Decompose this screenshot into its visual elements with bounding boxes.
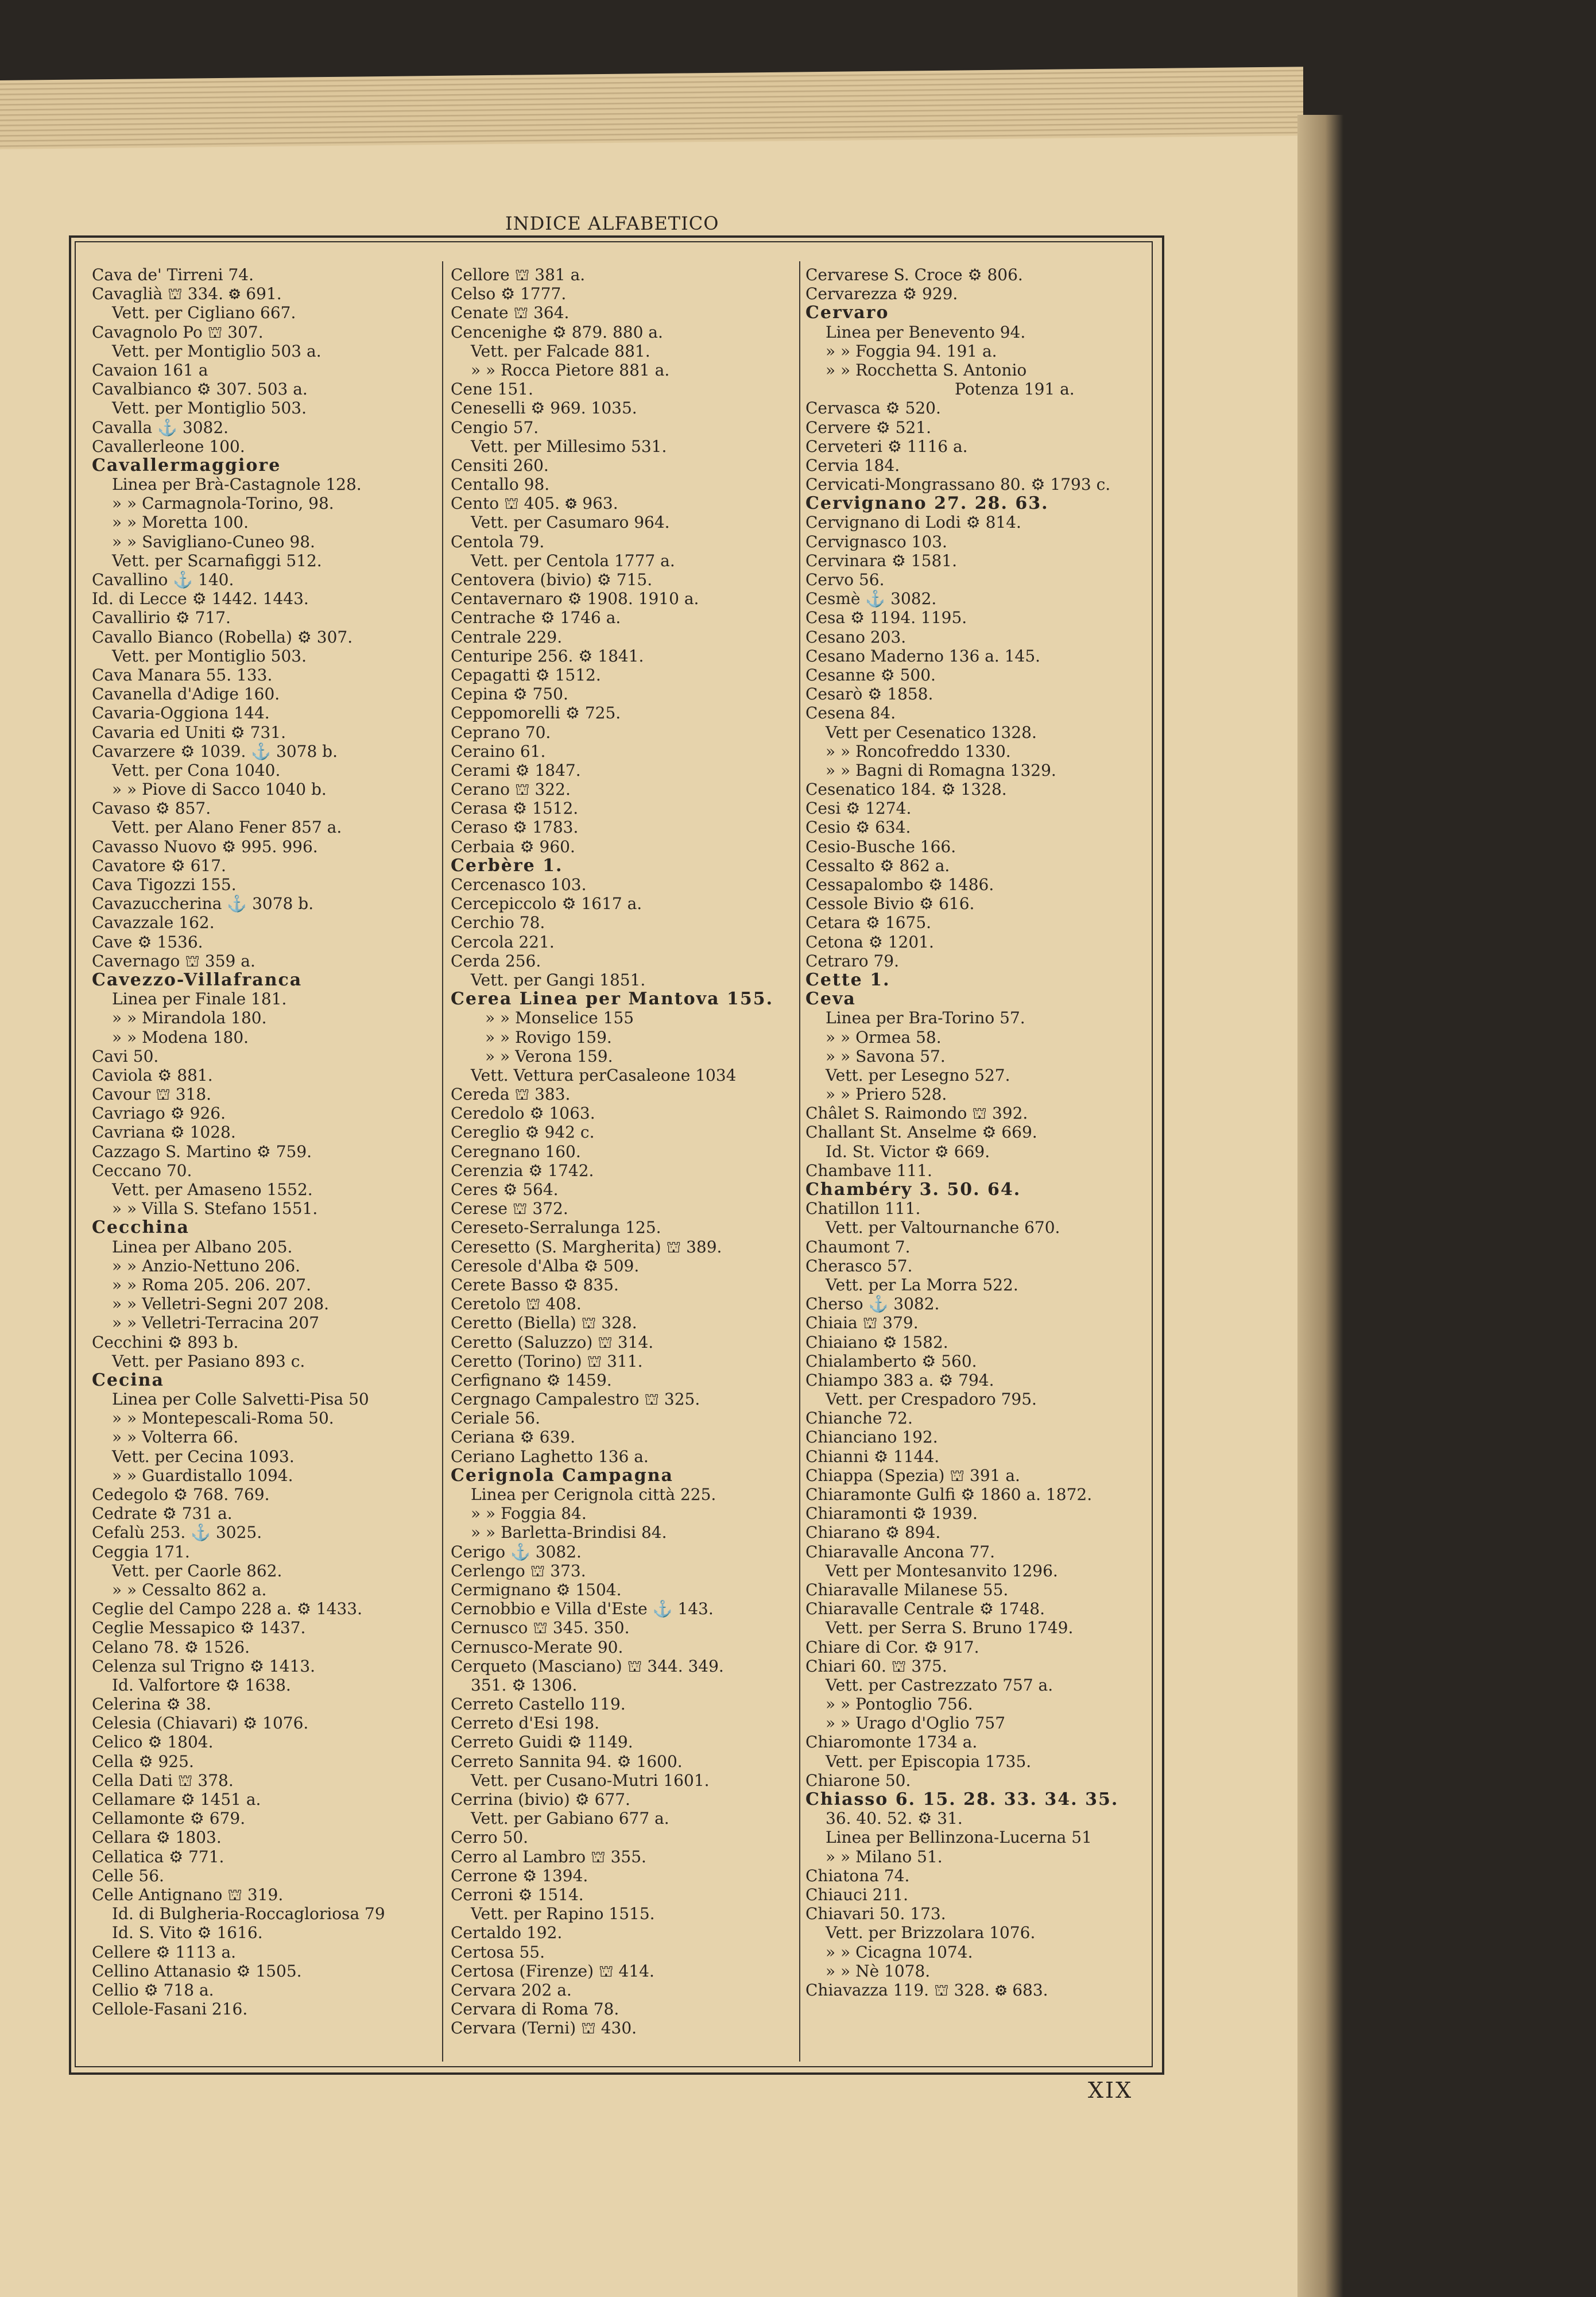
index-entry: Cencenighe ⚙ 879. 880 a. (451, 322, 663, 342)
index-entry: Cavaso ⚙ 857. (92, 799, 211, 818)
index-entry: Vett. per Brizzolara 1076. (826, 1923, 1036, 1943)
index-entry: » » Velletri-Segni 207 208. (112, 1294, 330, 1314)
index-entry: Cellino Attanasio ⚙ 1505. (92, 1961, 302, 1981)
index-entry: Centuripe 256. ⚙ 1841. (451, 646, 644, 666)
index-entry: Cereglio ⚙ 942 c. (451, 1123, 595, 1142)
index-entry: Linea per Bra-Torino 57. (826, 1008, 1025, 1028)
index-entry: Chiaravalle Ancona 77. (805, 1542, 995, 1561)
index-entry: » » Savigliano-Cuneo 98. (112, 532, 315, 551)
index-entry: Cavarzere ⚙ 1039. ⚓ 3078 b. (92, 741, 338, 761)
index-entry: Chiaravalle Centrale ⚙ 1748. (805, 1599, 1045, 1619)
index-entry: » » Priero 528. (826, 1085, 947, 1104)
index-heading: Cerea Linea per Mantova 155. (451, 989, 774, 1010)
index-entry: Ceretto (Biella) ⛫ 328. (451, 1313, 637, 1333)
index-entry: Cercepiccolo ⚙ 1617 a. (451, 894, 642, 914)
index-entry: Cetara ⚙ 1675. (805, 913, 932, 933)
index-entry: Cervicati-Mongrassano 80. ⚙ 1793 c. (805, 475, 1111, 494)
index-entry: Vett. per Caorle 862. (112, 1561, 282, 1580)
index-entry: Cepina ⚙ 750. (451, 685, 568, 704)
index-entry: Cedegolo ⚙ 768. 769. (92, 1485, 270, 1504)
index-entry: Linea per Bellinzona-Lucerna 51 (826, 1828, 1092, 1847)
index-entry: Cavi 50. (92, 1046, 159, 1066)
index-heading: Cecina (92, 1370, 164, 1390)
index-entry: Cavernago ⛫ 359 a. (92, 951, 255, 970)
index-entry: Cernobbio e Villa d'Este ⚓ 143. (451, 1599, 714, 1619)
index-entry: Châlet S. Raimondo ⛫ 392. (805, 1104, 1028, 1123)
index-entry: Cerroni ⚙ 1514. (451, 1885, 584, 1904)
index-entry: Vett. per Millesimo 531. (471, 436, 667, 456)
index-entry: Ceneselli ⚙ 969. 1035. (451, 399, 637, 418)
index-entry: Centola 79. (451, 532, 545, 551)
index-entry: » » Roncofreddo 1330. (826, 741, 1011, 761)
index-entry: » » Monselice 155 (485, 1008, 634, 1028)
index-entry: Vett. per Gangi 1851. (471, 970, 646, 989)
index-entry: Cervara di Roma 78. (451, 2000, 619, 2019)
index-entry: Linea per Benevento 94. (826, 322, 1026, 342)
index-entry: Ceriale 56. (451, 1409, 540, 1428)
index-heading: Cerbère 1. (451, 855, 563, 876)
index-heading: Cecchina (92, 1217, 189, 1238)
index-entry: Cerami ⚙ 1847. (451, 760, 581, 780)
page-fore-edge (1297, 115, 1343, 2297)
index-entry: Cavallo Bianco (Robella) ⚙ 307. (92, 627, 353, 647)
index-entry: Vett. per Montiglio 503. (112, 646, 307, 666)
index-entry: Cavasso Nuovo ⚙ 995. 996. (92, 837, 318, 856)
index-entry: Cellole-Fasani 216. (92, 2000, 248, 2019)
index-entry: Vett. per Cusano-Mutri 1601. (471, 1770, 710, 1790)
index-entry: Linea per Finale 181. (112, 989, 287, 1009)
index-entry: Ceraso ⚙ 1783. (451, 818, 579, 837)
index-entry: Ceprano 70. (451, 722, 551, 742)
index-entry: Celano 78. ⚙ 1526. (92, 1637, 250, 1657)
index-entry: » » Mirandola 180. (112, 1008, 267, 1028)
index-entry: Chiari 60. ⛫ 375. (805, 1656, 947, 1676)
index-entry: Cerrone ⚙ 1394. (451, 1866, 588, 1885)
index-entry: Chiaravalle Milanese 55. (805, 1580, 1009, 1599)
index-entry: Cedrate ⚙ 731 a. (92, 1504, 233, 1523)
index-entry: Cella ⚙ 925. (92, 1751, 194, 1771)
index-entry: Ceresole d'Alba ⚙ 509. (451, 1256, 640, 1275)
index-entry: Centallo 98. (451, 475, 550, 494)
index-entry: 351. ⚙ 1306. (471, 1675, 578, 1695)
index-entry: Vett. per Alano Fener 857 a. (112, 818, 342, 837)
index-entry: Cesi ⚙ 1274. (805, 799, 912, 818)
index-entry: Cerda 256. (451, 951, 541, 970)
index-entry: Chiampo 383 a. ⚙ 794. (805, 1370, 994, 1390)
index-entry: » » Cessalto 862 a. (112, 1580, 267, 1599)
index-entry: Linea per Colle Salvetti-Pisa 50 (112, 1390, 369, 1409)
index-entry: Cavaria-Oggiona 144. (92, 703, 270, 723)
index-entry: Vett. per Rapino 1515. (471, 1904, 655, 1924)
index-heading: Cervignano 27. 28. 63. (805, 493, 1049, 514)
index-entry: Chiaia ⛫ 379. (805, 1313, 919, 1333)
index-entry: Centrache ⚙ 1746 a. (451, 608, 621, 628)
index-entry: Cervara (Terni) ⛫ 430. (451, 2018, 637, 2038)
index-entry: Cerchio 78. (451, 913, 545, 933)
index-entry: » » Guardistallo 1094. (112, 1465, 293, 1485)
index-entry: Vett. per Cecina 1093. (112, 1447, 295, 1466)
index-entry: Cellamonte ⚙ 679. (92, 1809, 246, 1828)
index-entry: Cesmè ⚓ 3082. (805, 589, 937, 609)
index-entry: Cepagatti ⚙ 1512. (451, 665, 601, 685)
index-entry: Chiare di Cor. ⚙ 917. (805, 1637, 979, 1657)
index-heading: Cerignola Campagna (451, 1465, 673, 1486)
index-entry: Cesano Maderno 136 a. 145. (805, 646, 1041, 666)
index-entry: Certosa (Firenze) ⛫ 414. (451, 1961, 654, 1981)
index-entry: » » Moretta 100. (112, 513, 249, 532)
index-entry: Chiaramonte Gulfi ⚙ 1860 a. 1872. (805, 1485, 1093, 1504)
index-entry: Cervara 202 a. (451, 1980, 572, 2000)
index-entry: Cerese ⛫ 372. (451, 1199, 568, 1219)
index-entry: Cerigo ⚓ 3082. (451, 1542, 582, 1561)
index-entry: Celle 56. (92, 1866, 164, 1885)
index-entry: Id. di Lecce ⚙ 1442. 1443. (92, 589, 309, 609)
index-entry: Cerreto d'Esi 198. (451, 1714, 599, 1733)
index-entry: Ceredolo ⚙ 1063. (451, 1104, 595, 1123)
index-entry: Chianni ⚙ 1144. (805, 1447, 940, 1466)
index-entry: Chiatona 74. (805, 1866, 910, 1885)
index-entry: Chiarano ⚙ 894. (805, 1523, 941, 1542)
index-entry: Cengio 57. (451, 417, 539, 437)
index-entry: Cervo 56. (805, 570, 885, 589)
index-entry: Chatillon 111. (805, 1199, 921, 1219)
index-entry: Cerasa ⚙ 1512. (451, 799, 579, 818)
index-entry: Vett. per Serra S. Bruno 1749. (826, 1618, 1074, 1638)
index-entry: Cavalla ⚓ 3082. (92, 417, 229, 437)
index-entry: Ceggia 171. (92, 1542, 190, 1561)
index-entry: Cerenzia ⚙ 1742. (451, 1161, 594, 1180)
column-rule (442, 261, 443, 2062)
index-heading: Cavezzo-Villafranca (92, 969, 303, 990)
index-entry: Vett. per Pasiano 893 c. (112, 1351, 305, 1371)
index-entry: » » Villa S. Stefano 1551. (112, 1199, 318, 1219)
index-entry: » » Ormea 58. (826, 1027, 942, 1047)
index-entry: Cella Dati ⛫ 378. (92, 1770, 234, 1790)
index-entry: Cavaria ed Uniti ⚙ 731. (92, 722, 286, 742)
page-edge-stack (0, 67, 1303, 149)
index-entry: » » Rovigo 159. (485, 1027, 612, 1047)
index-entry: Cavanella d'Adige 160. (92, 685, 280, 704)
index-entry: Vett. per Cigliano 667. (112, 303, 296, 323)
index-entry: » » Anzio-Nettuno 206. (112, 1256, 301, 1275)
index-entry: Cereseto-Serralunga 125. (451, 1218, 661, 1238)
index-entry: Cellara ⚙ 1803. (92, 1828, 222, 1847)
index-entry: Cesena 84. (805, 703, 896, 723)
index-entry: Id. di Bulgheria-Roccagloriosa 79 (112, 1904, 385, 1924)
index-entry: Vett. per Falcade 881. (471, 341, 650, 361)
index-entry: Cellio ⚙ 718 a. (92, 1980, 214, 2000)
index-entry: Cervarezza ⚙ 929. (805, 284, 958, 304)
index-entry: Cerreto Castello 119. (451, 1695, 626, 1714)
index-entry: » » Rocca Pietore 881 a. (471, 360, 670, 380)
index-entry: Vett. per Gabiano 677 a. (471, 1809, 669, 1828)
index-entry: Cermignano ⚙ 1504. (451, 1580, 622, 1599)
index-entry: Cava de' Tirreni 74. (92, 265, 254, 284)
index-entry: 36. 40. 52. ⚙ 31. (826, 1809, 963, 1828)
index-heading: Ceva (805, 989, 856, 1010)
index-column-3 (805, 265, 1150, 2000)
index-entry: Linea per Albano 205. (112, 1237, 293, 1256)
index-entry: Cenate ⛫ 364. (451, 303, 570, 323)
index-entry: Cavriana ⚙ 1028. (92, 1123, 236, 1142)
index-entry: Ceregnano 160. (451, 1142, 581, 1161)
index-entry: Cervignano di Lodi ⚙ 814. (805, 513, 1021, 532)
index-entry: Vett. per Episcopia 1735. (826, 1751, 1032, 1771)
index-entry: Cessole Bivio ⚙ 616. (805, 894, 975, 914)
index-entry: Cavazuccherina ⚓ 3078 b. (92, 894, 314, 914)
index-entry: Cavazzale 162. (92, 913, 215, 933)
index-entry: » » Cicagna 1074. (826, 1942, 973, 1962)
index-entry: » » Nè 1078. (826, 1961, 931, 1981)
page-number: XIX (1088, 2078, 1133, 2103)
index-entry: Id. St. Victor ⚙ 669. (826, 1142, 990, 1161)
index-entry: Linea per Cerignola città 225. (471, 1485, 716, 1504)
index-entry: Centavernaro ⚙ 1908. 1910 a. (451, 589, 699, 609)
index-entry: » » Foggia 84. (471, 1504, 587, 1523)
index-entry: Vett. per Scarnafiggi 512. (112, 551, 322, 570)
index-entry: Chiaramonti ⚙ 1939. (805, 1504, 978, 1523)
index-entry: Cellatica ⚙ 771. (92, 1847, 224, 1866)
index-entry: Vett. per Valtournanche 670. (826, 1218, 1060, 1238)
index-entry: Cavatore ⚙ 617. (92, 856, 226, 875)
index-entry: Ceriano Laghetto 136 a. (451, 1447, 649, 1466)
index-entry: Cecchini ⚙ 893 b. (92, 1332, 239, 1352)
index-entry: Cave ⚙ 1536. (92, 932, 203, 952)
index-entry: Cellamare ⚙ 1451 a. (92, 1790, 261, 1809)
index-entry: Cherso ⚓ 3082. (805, 1294, 940, 1314)
index-entry: Chambave 111. (805, 1161, 932, 1180)
index-entry: Cerreto Guidi ⚙ 1149. (451, 1733, 633, 1752)
index-entry: Cesarò ⚙ 1858. (805, 685, 933, 704)
index-entry: Cernusco ⛫ 345. 350. (451, 1618, 630, 1638)
index-entry: Chianche 72. (805, 1409, 913, 1428)
index-entry: Cellere ⚙ 1113 a. (92, 1942, 237, 1962)
index-entry: » » Milano 51. (826, 1847, 943, 1866)
index-entry: Vett per Montesanvito 1296. (826, 1561, 1058, 1580)
index-entry: Ceriana ⚙ 639. (451, 1428, 575, 1447)
index-entry: Cavaion 161 a (92, 360, 208, 380)
index-entry: Vett. per Amaseno 1552. (112, 1180, 313, 1199)
index-entry: Vett. per Casumaro 964. (471, 513, 670, 532)
index-entry: Chiavari 50. 173. (805, 1904, 946, 1924)
index-entry: Vett. per Crespadoro 795. (826, 1390, 1037, 1409)
index-entry: Celico ⚙ 1804. (92, 1733, 214, 1752)
index-entry: Ceraino 61. (451, 741, 546, 761)
index-column-2 (451, 265, 795, 2037)
index-entry: Vett. per Lesegno 527. (826, 1065, 1010, 1085)
index-entry: Vett. Vettura perCasaleone 1034 (471, 1065, 737, 1085)
index-entry: Chiarone 50. (805, 1770, 911, 1790)
index-heading: Chambéry 3. 50. 64. (805, 1180, 1021, 1200)
index-entry: Id. Valfortore ⚙ 1638. (112, 1675, 291, 1695)
index-entry: Cervere ⚙ 521. (805, 417, 931, 437)
index-entry: Celso ⚙ 1777. (451, 284, 567, 304)
index-entry: Cerrina (bivio) ⚙ 677. (451, 1790, 630, 1809)
index-entry: Caviola ⚙ 881. (92, 1065, 213, 1085)
index-entry: Cavallino ⚓ 140. (92, 570, 234, 589)
index-entry: Cergnago Campalestro ⛫ 325. (451, 1390, 700, 1409)
index-entry: Ceretolo ⛫ 408. (451, 1294, 582, 1314)
index-entry: » » Pontoglio 756. (826, 1695, 973, 1714)
running-head: INDICE ALFABETICO (505, 212, 719, 234)
index-entry: » » Foggia 94. 191 a. (826, 341, 997, 361)
index-entry: » » Bagni di Romagna 1329. (826, 760, 1056, 780)
index-entry: Cerreto Sannita 94. ⚙ 1600. (451, 1751, 683, 1771)
index-entry: Chaumont 7. (805, 1237, 911, 1256)
index-entry: Vett. per Montiglio 503 a. (112, 341, 321, 361)
index-entry: Cercola 221. (451, 932, 555, 952)
index-entry: Cervarese S. Croce ⚙ 806. (805, 265, 1023, 284)
index-entry: Vett. per Cona 1040. (112, 760, 281, 780)
index-entry: Cesenatico 184. ⚙ 1328. (805, 780, 1007, 799)
index-entry: Chiauci 211. (805, 1885, 909, 1904)
index-entry: Centrale 229. (451, 627, 563, 647)
index-entry: Cerlengo ⛫ 373. (451, 1561, 586, 1580)
index-entry: Id. S. Vito ⚙ 1616. (112, 1923, 263, 1943)
index-entry: Cerveteri ⚙ 1116 a. (805, 436, 968, 456)
index-entry: Celenza sul Trigno ⚙ 1413. (92, 1656, 316, 1676)
index-heading: Cavallermaggiore (92, 455, 281, 475)
index-entry: Cernusco-Merate 90. (451, 1637, 623, 1657)
index-entry: Chiappa (Spezia) ⛫ 391 a. (805, 1465, 1020, 1485)
index-entry: Vett. per Castrezzato 757 a. (826, 1675, 1053, 1695)
index-entry: Cavagnolo Po ⛫ 307. (92, 322, 264, 342)
index-entry: » » Modena 180. (112, 1027, 249, 1047)
index-entry: Cesanne ⚙ 500. (805, 665, 936, 685)
index-entry: Vett per Cesenatico 1328. (826, 722, 1037, 742)
index-entry: Cerro 50. (451, 1828, 529, 1847)
index-entry: » » Roma 205. 206. 207. (112, 1275, 311, 1294)
index-entry: » » Urago d'Oglio 757 (826, 1714, 1006, 1733)
index-entry: Cherasco 57. (805, 1256, 913, 1275)
index-entry: Cava Manara 55. 133. (92, 665, 273, 685)
index-entry: Cavalbianco ⚙ 307. 503 a. (92, 380, 308, 399)
index-entry: » » Carmagnola-Torino, 98. (112, 494, 334, 513)
index-entry: Ceglie del Campo 228 a. ⚙ 1433. (92, 1599, 362, 1619)
index-entry: Cesio-Busche 166. (805, 837, 956, 856)
index-entry: Cerano ⛫ 322. (451, 780, 571, 799)
index-entry: Cavallirio ⚙ 717. (92, 608, 231, 628)
index-entry: Ceretto (Saluzzo) ⛫ 314. (451, 1332, 654, 1352)
index-entry: Cava Tigozzi 155. (92, 875, 237, 894)
index-entry: Cazzago S. Martino ⚙ 759. (92, 1142, 312, 1161)
index-entry: Cervia 184. (805, 455, 900, 475)
index-heading: Cette 1. (805, 969, 890, 990)
index-entry: Cefalù 253. ⚓ 3025. (92, 1523, 262, 1542)
index-entry: Cellore ⛫ 381 a. (451, 265, 586, 284)
index-entry: Cesa ⚙ 1194. 1195. (805, 608, 967, 628)
index-entry: Cavour ⛫ 318. (92, 1085, 212, 1104)
index-entry: Cesano 203. (805, 627, 907, 647)
index-entry: Ceretto (Torino) ⛫ 311. (451, 1351, 643, 1371)
index-entry: Chiaiano ⚙ 1582. (805, 1332, 948, 1352)
index-entry: » » Piove di Sacco 1040 b. (112, 780, 327, 799)
index-entry: Cerete Basso ⚙ 835. (451, 1275, 619, 1294)
index-entry: Cerbaia ⚙ 960. (451, 837, 575, 856)
index-entry: » » Savona 57. (826, 1046, 946, 1066)
index-entry: Cercenasco 103. (451, 875, 587, 894)
index-entry: Cesio ⚙ 634. (805, 818, 911, 837)
index-entry: Cerfignano ⚙ 1459. (451, 1370, 612, 1390)
index-entry: Cessapalombo ⚙ 1486. (805, 875, 994, 894)
index-entry: Vett. per Montiglio 503. (112, 399, 307, 418)
index-heading: Cervaro (805, 303, 889, 323)
index-entry: Ceccano 70. (92, 1161, 192, 1180)
index-entry: Censiti 260. (451, 455, 549, 475)
index-entry: Ceppomorelli ⚙ 725. (451, 703, 621, 723)
index-entry: Cervinara ⚙ 1581. (805, 551, 958, 570)
index-entry: Centovera (bivio) ⚙ 715. (451, 570, 653, 589)
index-entry: Cavriago ⚙ 926. (92, 1104, 226, 1123)
index-entry: Cerqueto (Masciano) ⛫ 344. 349. (451, 1656, 724, 1676)
index-entry: Certosa 55. (451, 1942, 545, 1962)
index-entry: Cento ⛫ 405. ⚙ 963. (451, 494, 618, 513)
index-entry: Chialamberto ⚙ 560. (805, 1351, 977, 1371)
index-entry: Cetona ⚙ 1201. (805, 932, 934, 952)
index-entry: Linea per Brà-Castagnole 128. (112, 475, 362, 494)
index-entry: Vett. per La Morra 522. (826, 1275, 1018, 1294)
index-entry: Chiavazza 119. ⛫ 328. ⚙ 683. (805, 1980, 1048, 2000)
index-entry: Potenza 191 a. (955, 380, 1075, 399)
index-heading: Chiasso 6. 15. 28. 33. 34. 35. (805, 1789, 1119, 1809)
index-entry: Cerro al Lambro ⛫ 355. (451, 1847, 646, 1866)
index-entry: Cavallerleone 100. (92, 436, 245, 456)
index-column-1 (92, 265, 436, 2018)
index-entry: Cervasca ⚙ 520. (805, 399, 941, 418)
column-rule (799, 261, 800, 2062)
index-entry: Celesia (Chiavari) ⚙ 1076. (92, 1714, 309, 1733)
index-entry: Challant St. Anselme ⚙ 669. (805, 1123, 1037, 1142)
index-entry: » » Verona 159. (485, 1046, 613, 1066)
index-entry: Chianciano 192. (805, 1428, 938, 1447)
index-entry: » » Montepescali-Roma 50. (112, 1409, 334, 1428)
index-entry: » » Barletta-Brindisi 84. (471, 1523, 667, 1542)
index-entry: Cervignasco 103. (805, 532, 947, 551)
index-entry: Cessalto ⚙ 862 a. (805, 856, 950, 875)
index-entry: Vett. per Centola 1777 a. (471, 551, 675, 570)
index-entry: Celerina ⚙ 38. (92, 1695, 212, 1714)
index-entry: Cetraro 79. (805, 951, 899, 970)
index-entry: » » Velletri-Terracina 207 (112, 1313, 320, 1333)
index-entry: Ceresetto (S. Margherita) ⛫ 389. (451, 1237, 722, 1256)
index-entry: Ceres ⚙ 564. (451, 1180, 559, 1199)
index-entry: » » Rocchetta S. Antonio (826, 360, 1027, 380)
index-entry: Ceglie Messapico ⚙ 1437. (92, 1618, 306, 1638)
index-entry: Cereda ⛫ 383. (451, 1085, 571, 1104)
index-entry: Celle Antignano ⛫ 319. (92, 1885, 284, 1904)
index-entry: Chiaromonte 1734 a. (805, 1733, 978, 1752)
index-entry: Cene 151. (451, 380, 533, 399)
index-entry: Certaldo 192. (451, 1923, 563, 1943)
index-entry: Cavaglià ⛫ 334. ⚙ 691. (92, 284, 282, 304)
index-entry: » » Volterra 66. (112, 1428, 239, 1447)
